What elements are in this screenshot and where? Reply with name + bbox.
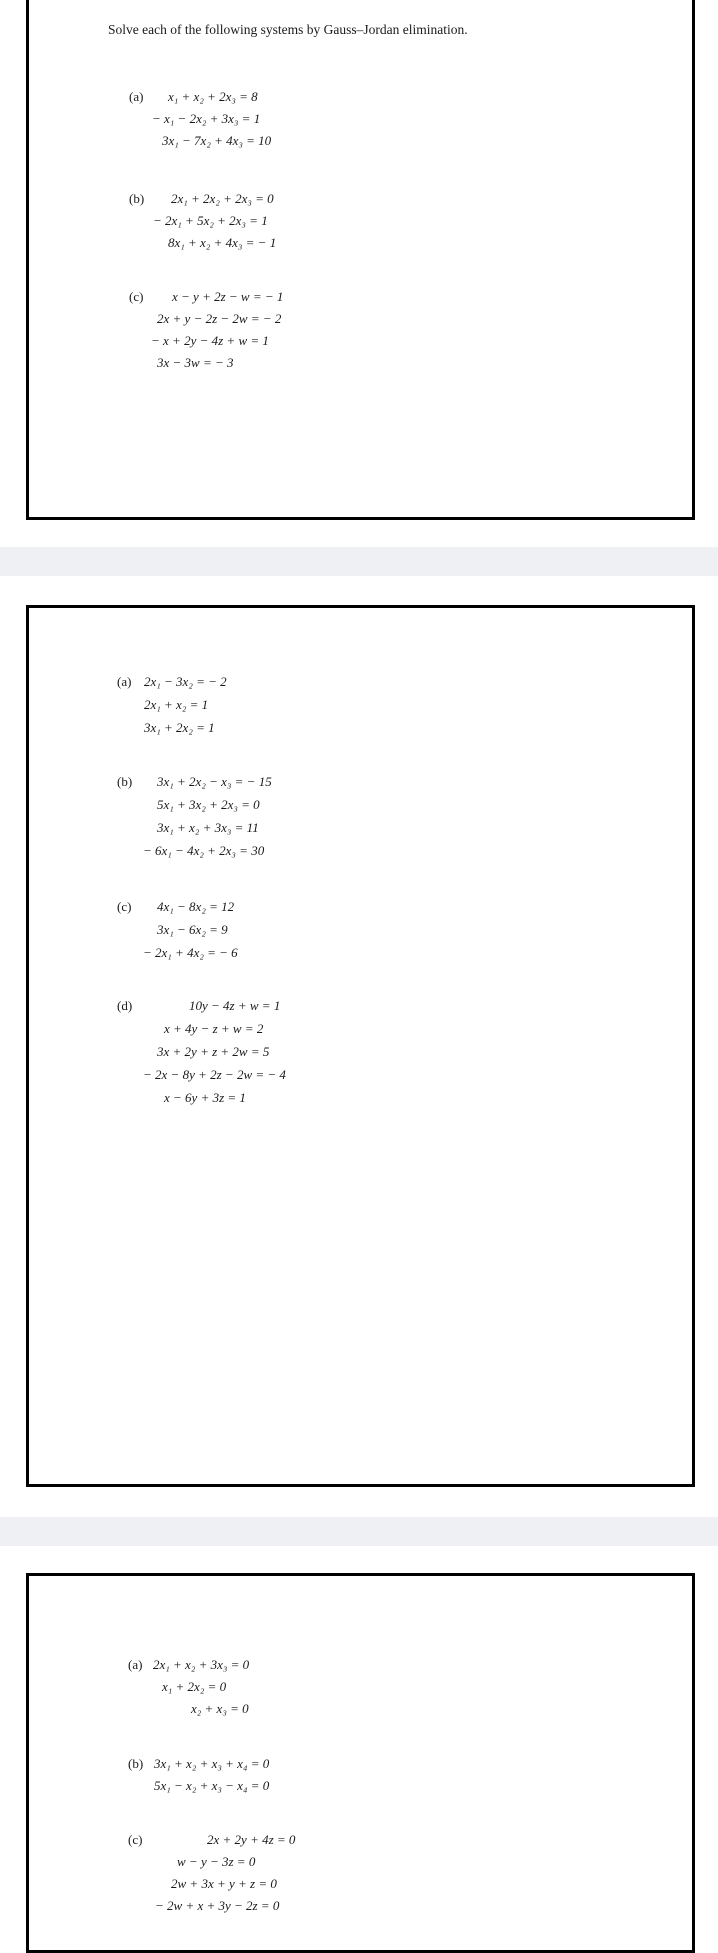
equation-line: x₁ + x₂ + 2x₃ = 8 <box>168 89 258 104</box>
equation-line: 8x₁ + x₂ + 4x₃ = − 1 <box>168 235 277 250</box>
part-label: (c) <box>117 899 132 914</box>
page-separator <box>0 547 718 576</box>
instruction-heading: Solve each of the following systems by Gauss–Jordan elimination. <box>108 22 468 37</box>
equation-line: 2x + y − 2z − 2w = − 2 <box>157 311 282 326</box>
equation-line: 3x₁ + x₂ + 3x₃ = 11 <box>157 820 259 835</box>
equation-line: − 6x₁ − 4x₂ + 2x₃ = 30 <box>143 843 265 858</box>
page-separator <box>0 1517 718 1546</box>
equation-line: 2x₁ − 3x₂ = − 2 <box>144 674 227 689</box>
equation-line: 3x₁ − 7x₂ + 4x₃ = 10 <box>162 133 272 148</box>
equation-line: x − y + 2z − w = − 1 <box>172 289 284 304</box>
equation-line: x₁ + 2x₂ = 0 <box>162 1679 227 1694</box>
equation-line: x − 6y + 3z = 1 <box>164 1090 246 1105</box>
equation-line: 5x₁ + 3x₂ + 2x₃ = 0 <box>157 797 260 812</box>
equation-line: 3x₁ + 2x₂ − x₃ = − 15 <box>157 774 272 789</box>
equation-line: 2x₁ + x₂ + 3x₃ = 0 <box>153 1657 250 1672</box>
equation-line: 3x₁ + x₂ + x₃ + x₄ = 0 <box>154 1756 270 1771</box>
equation-line: − x₁ − 2x₂ + 3x₃ = 1 <box>152 111 261 126</box>
equation-line: − 2x₁ + 4x₂ = − 6 <box>143 945 238 960</box>
equation-line: − x + 2y − 4z + w = 1 <box>151 333 269 348</box>
equation-line: 4x₁ − 8x₂ = 12 <box>157 899 235 914</box>
equation-line: 3x₁ − 6x₂ = 9 <box>157 922 228 937</box>
equation-line: 3x − 3w = − 3 <box>157 355 234 370</box>
equation-line: − 2x − 8y + 2z − 2w = − 4 <box>143 1067 286 1082</box>
equation-line: 10y − 4z + w = 1 <box>189 998 281 1013</box>
equation-line: − 2w + x + 3y − 2z = 0 <box>155 1898 280 1913</box>
part-label: (c) <box>128 1832 143 1847</box>
equation-line: 2x₁ + x₂ = 1 <box>144 697 209 712</box>
page-1 <box>26 0 695 520</box>
equation-line: x + 4y − z + w = 2 <box>164 1021 264 1036</box>
part-label: (a) <box>129 89 144 104</box>
equation-line: 2x₁ + 2x₂ + 2x₃ = 0 <box>171 191 274 206</box>
page-3 <box>26 1573 695 1953</box>
part-label: (c) <box>129 289 144 304</box>
part-label: (b) <box>117 774 133 789</box>
page-2 <box>26 605 695 1487</box>
equation-line: 2x + 2y + 4z = 0 <box>207 1832 296 1847</box>
equation-line: x₂ + x₃ = 0 <box>191 1701 249 1716</box>
equation-line: 2w + 3x + y + z = 0 <box>171 1876 277 1891</box>
part-label: (b) <box>129 191 145 206</box>
equation-line: 5x₁ − x₂ + x₃ − x₄ = 0 <box>154 1778 270 1793</box>
part-label: (a) <box>128 1657 143 1672</box>
part-label: (d) <box>117 998 133 1013</box>
part-label: (b) <box>128 1756 144 1771</box>
equation-line: w − y − 3z = 0 <box>177 1854 256 1869</box>
equation-line: 3x + 2y + z + 2w = 5 <box>157 1044 270 1059</box>
part-label: (a) <box>117 674 132 689</box>
equation-line: − 2x₁ + 5x₂ + 2x₃ = 1 <box>153 213 268 228</box>
equation-line: 3x₁ + 2x₂ = 1 <box>144 720 215 735</box>
